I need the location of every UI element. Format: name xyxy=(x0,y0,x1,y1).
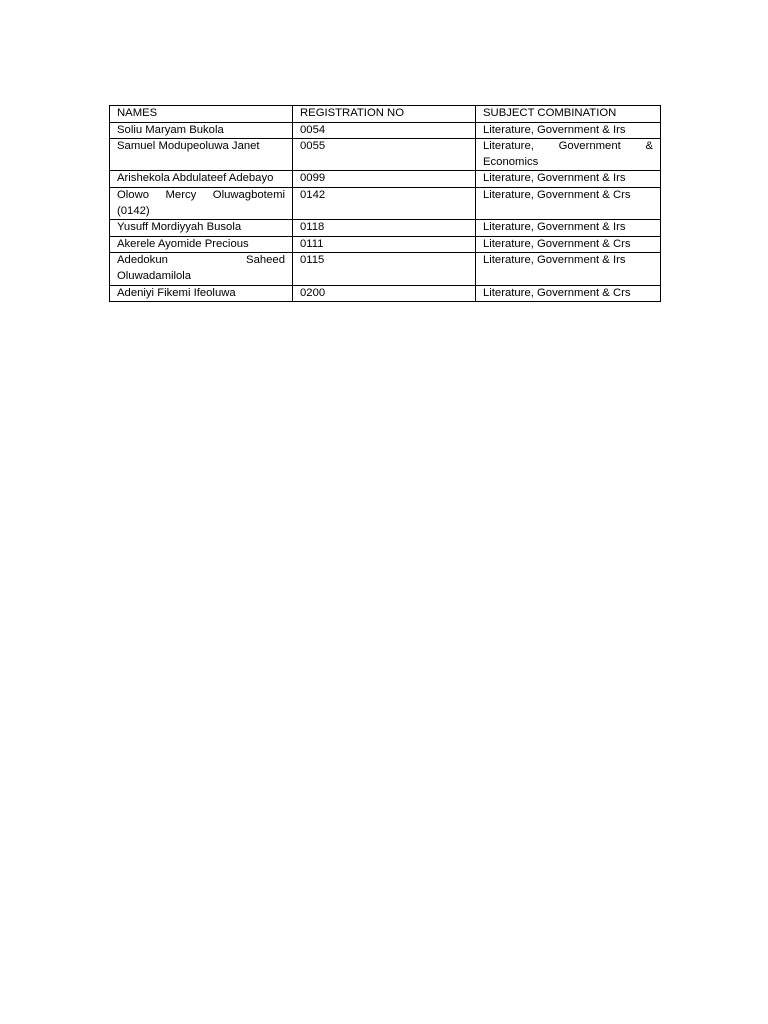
registration-table xyxy=(109,105,661,302)
cell-name: Adeniyi Fikemi Ifeoluwa xyxy=(110,285,293,302)
cell-name: Arishekola Abdulateef Adebayo xyxy=(110,171,293,188)
cell-registration-no: 0111 xyxy=(293,236,476,253)
table-row xyxy=(110,171,661,188)
cell-subject-combination: Literature, Government & Irs xyxy=(476,122,661,139)
header-subject-combination: SUBJECT COMBINATION xyxy=(476,106,661,123)
cell-subject-combination: Literature, Government & Economics xyxy=(476,139,661,171)
table-row xyxy=(110,220,661,237)
header-names: NAMES xyxy=(110,106,293,123)
header-registration-no: REGISTRATION NO xyxy=(293,106,476,123)
cell-registration-no: 0115 xyxy=(293,253,476,285)
table-row xyxy=(110,236,661,253)
table-row xyxy=(110,187,661,219)
cell-subject-combination: Literature, Government & Irs xyxy=(476,253,661,285)
cell-registration-no: 0054 xyxy=(293,122,476,139)
table-row xyxy=(110,285,661,302)
cell-registration-no: 0200 xyxy=(293,285,476,302)
cell-name: Soliu Maryam Bukola xyxy=(110,122,293,139)
cell-registration-no: 0142 xyxy=(293,187,476,219)
cell-subject-combination: Literature, Government & Crs xyxy=(476,236,661,253)
cell-subject-combination: Literature, Government & Irs xyxy=(476,171,661,188)
cell-subject-combination: Literature, Government & Crs xyxy=(476,187,661,219)
table-header-row xyxy=(110,106,661,123)
cell-subject-combination: Literature, Government & Crs xyxy=(476,285,661,302)
cell-registration-no: 0099 xyxy=(293,171,476,188)
cell-name: Olowo Mercy Oluwagbotemi (0142) xyxy=(110,187,293,219)
cell-name: Adedokun Saheed Oluwadamilola xyxy=(110,253,293,285)
table-row xyxy=(110,139,661,171)
table-row xyxy=(110,122,661,139)
cell-registration-no: 0118 xyxy=(293,220,476,237)
table-row xyxy=(110,253,661,285)
cell-name: Yusuff Mordiyyah Busola xyxy=(110,220,293,237)
cell-registration-no: 0055 xyxy=(293,139,476,171)
cell-subject-combination: Literature, Government & Irs xyxy=(476,220,661,237)
cell-name: Samuel Modupeoluwa Janet xyxy=(110,139,293,171)
cell-name: Akerele Ayomide Precious xyxy=(110,236,293,253)
